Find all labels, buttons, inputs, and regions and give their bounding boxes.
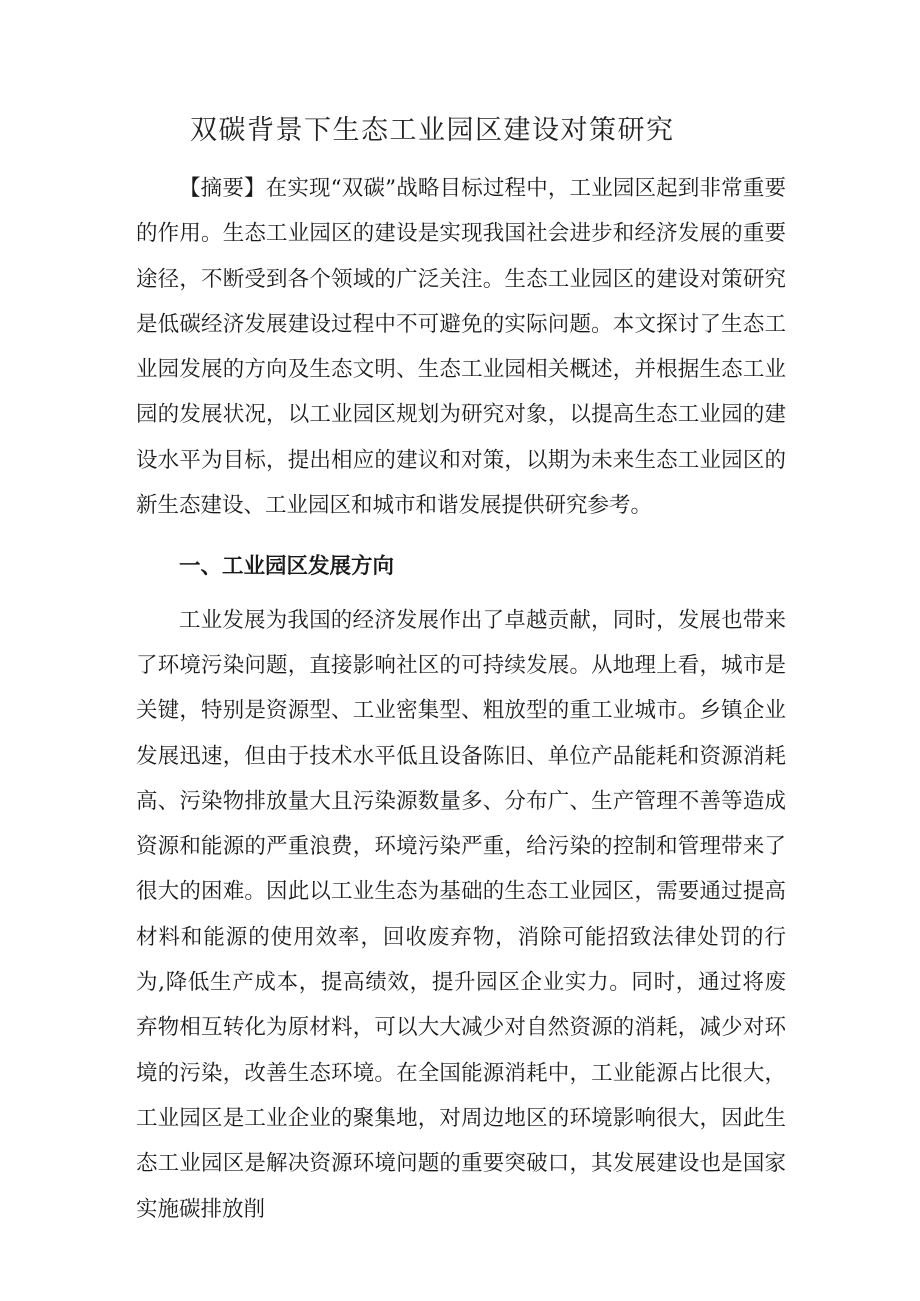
- abstract-label: 【摘要】: [179, 176, 266, 201]
- page-title: 双碳背景下生态工业园区建设对策研究: [190, 115, 675, 146]
- document-body: [136, 166, 786, 1232]
- section-heading: 一、工业园区发展方向: [179, 554, 395, 580]
- abstract-text: 在实现“双碳”战略目标过程中，工业园区起到非常重要的作用。生态工业园区的建设是实现我国社会进步和经济发展的重要途径，不断受到各个领域的广泛关注。生态工业园区的建设对策研究是低碳经济发展建设过程中不可避免的实际问题。本文探讨了生态工业园发展的方向及生态文明、生态工业园相关概述，并根据生态工业园的发展状况，以工业园区规划为研究对象，以提高生态工业园的建设水平为目标，提出相应的建议和对策，以期为未来生态工业园区的新生态建设、工业园区和城市和谐发展提供研究参考。: [136, 176, 786, 519]
- abstract-paragraph: [136, 166, 786, 528]
- section-paragraph: 工业发展为我国的经济发展作出了卓越贡献，同时，发展也带来了环境污染问题，直接影响社区的可持续发展。从地理上看，城市是关键，特别是资源型、工业密集型、粗放型的重工业城市。乡镇企业发展迅速，但由于技术水平低且设备陈旧、单位产品能耗和资源消耗高、污染物排放量大且污染源数量多、分布广、生产管理不善等造成资源和能源的严重浪费，环境污染严重，给污染的控制和管理带来了很大的困难。因此以工业生态为基础的生态工业园区，需要通过提高材料和能源的使用效率，回收废弃物，消除可能招致法律处罚的行为,降低生产成本，提高绩效，提升园区企业实力。同时，通过将废弃物相互转化为原材料，可以大大减少对自然资源的消耗，减少对环境的污染，改善生态环境。在全国能源消耗中，工业能源占比很大，工业园区是工业企业的聚集地，对周边地区的环境影响很大，因此生态工业园区是解决资源环境问题的重要突破口，其发展建设也是国家实施碳排放削: [136, 607, 786, 1222]
